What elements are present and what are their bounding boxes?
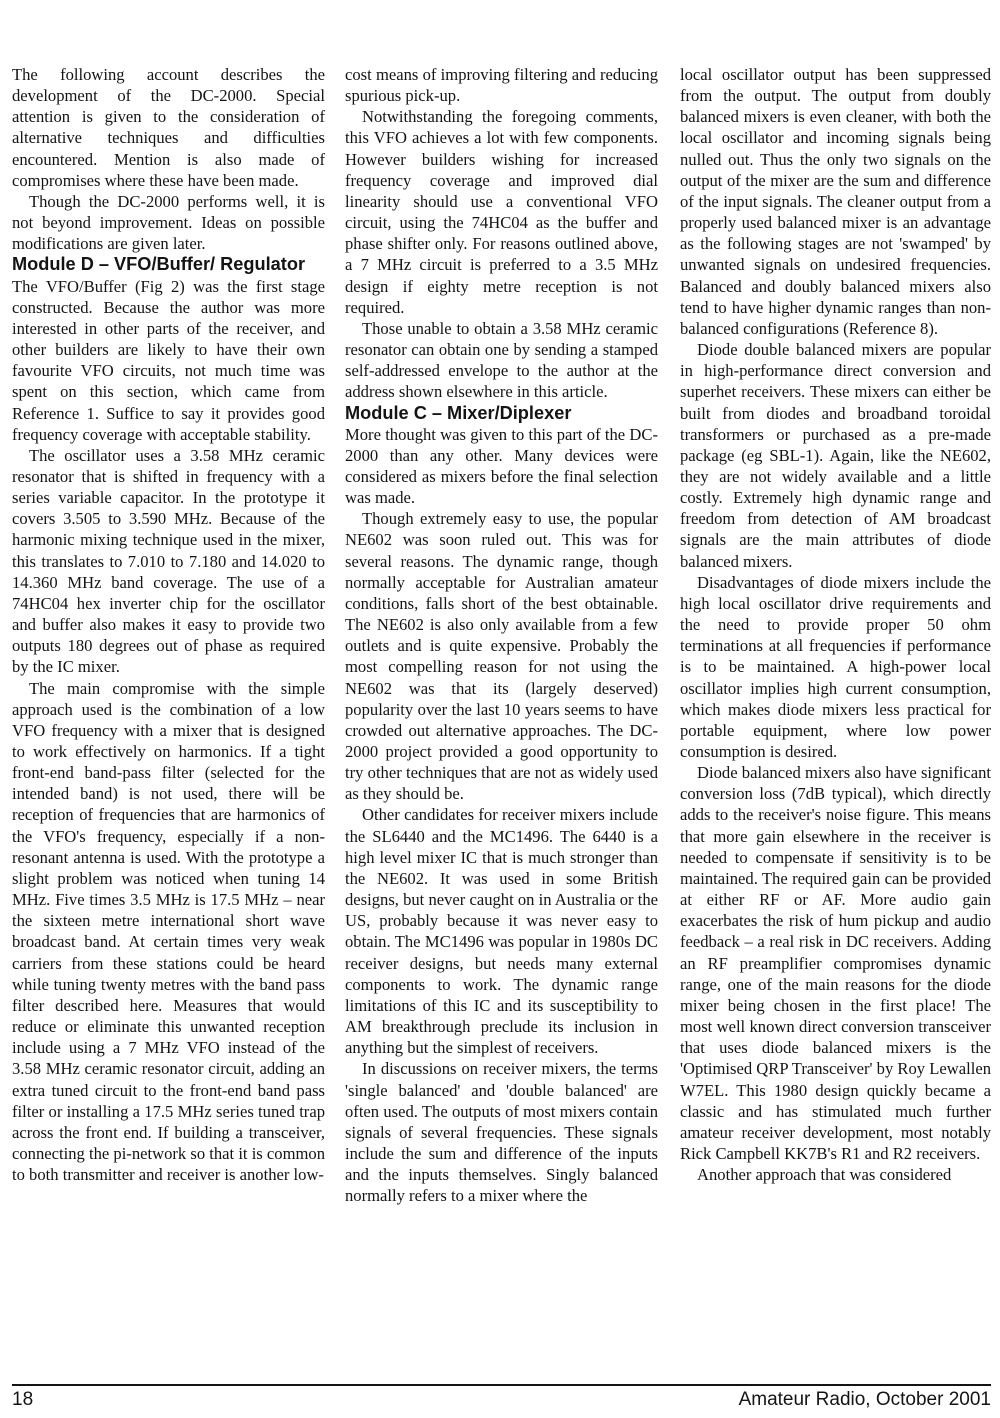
text-column-3 — [680, 64, 991, 1185]
text-column-1 — [12, 64, 325, 1185]
paragraph: The following account describes the development of the DC-2000. Special attention is given to the consideration of alternative techniques and difficulties encountered. Mention is also made of compromises where these have been made. — [12, 65, 325, 190]
paragraph: Those unable to obtain a 3.58 MHz ceramic resonator can obtain one by sending a stamped self-addressed envelope to the author at the address shown elsewhere in this article. — [345, 318, 658, 402]
paragraph: Notwithstanding the foregoing comments, this VFO achieves a lot with few components. However builders wishing for increased frequency coverage and improved dial linearity should use a conventional VFO circuit, using the 74HC04 as the buffer and phase shifter only. For reasons outlined above, a 7 MHz circuit is preferred to a 3.5 MHz design if eighty metre reception is not required. — [345, 107, 658, 317]
paragraph: The main compromise with the simple approach used is the combination of a low VFO frequency with a mixer that is designed to work effectively on harmonics. If a tight front-end band-pass filter (selected for the intended band) is not used, there will be reception of frequencies that are harmonics of the VFO's frequency, especially if a non-resonant antenna is used. With the prototype a slight problem was noticed when tuning 14 MHz. Five times 3.5 MHz is 17.5 MHz – near the sixteen metre international short wave broadcast band. At certain times very weak carriers from these stations could be heard while tuning twenty metres with the band pass filter described here. Measures that would reduce or eliminate this unwanted reception include using a 7 MHz VFO instead of the 3.58 MHz ceramic resonator circuit, adding an extra tuned circuit to the front-end band pass filter or installing a 17.5 MHz series tuned trap across the front end. If building a transceiver, connecting the pi-network so that it is common to both transmitter and receiver is another low- — [12, 678, 325, 1185]
paragraph: Another approach that was considered — [697, 1165, 952, 1185]
paragraph: Diode double balanced mixers are popular in high-performance direct conversion and superhet receivers. These mixers can either be built from diodes and broadband toroidal transformers or purchased as a pre-made package (eg SBL-1). Again, like the NE602, they are not widely available and a little costly. Extremely high dynamic range and freedom from detection of AM broadcast signals are the main attributes of diode balanced mixers. — [680, 340, 991, 571]
paragraph: Though the DC-2000 performs well, it is not beyond improvement. Ideas on possible modifications are given later. — [12, 191, 325, 254]
paragraph: Other candidates for receiver mixers include the SL6440 and the MC1496. The 6440 is a high level mixer IC that is much stronger than the NE602. It was used in some British designs, but never caught on in Australia or the US, probably because it was never easy to obtain. The MC1496 was popular in 1980s DC receiver designs, but needs many external components to work. The dynamic range limitations of this IC and its susceptibility to AM breakthrough preclude its inclusion in anything but the simplest of receivers. — [345, 805, 658, 1058]
text-column-2 — [345, 64, 658, 1206]
section-heading: Module D – VFO/Buffer/ Regulator — [12, 254, 306, 275]
paragraph: Though extremely easy to use, the popular NE602 was soon ruled out. This was for several reasons. The dynamic range, though normally acceptable for Australian amateur conditions, falls short of the best obtainable. The NE602 is also only available from a few outlets and is quite expensive. Probably the most compelling reason for not using the NE602 was that its (largely deserved) popularity over the last 10 years seems to have crowded out alternative approaches. The DC-2000 project provided a good opportunity to try other techniques that are not as widely used as they should be. — [345, 509, 658, 804]
paragraph: Disadvantages of diode mixers include the high local oscillator drive requirements and the need to provide proper 50 ohm terminations at all frequencies if performance is to be maintained. A high-power local oscillator implies high current consumption, which makes diode mixers less practical for portable equipment, where low power consumption is desired. — [680, 572, 991, 761]
paragraph: local oscillator output has been suppressed from the output. The output from doubly balanced mixers is even cleaner, with both the local oscillator and incoming signals being nulled out. Thus the only two signals on the output of the mixer are the sum and difference of the input signals. The cleaner output from a properly used balanced mixer is an advantage as the following stages are not 'swamped' by unwanted signals on undesired frequencies. Balanced and doubly balanced mixers also tend to have higher dynamic ranges than non-balanced configurations (Reference 8). — [680, 65, 991, 338]
paragraph: The oscillator uses a 3.58 MHz ceramic resonator that is shifted in frequency with a series variable capacitor. In the prototype it covers 3.505 to 3.590 MHz. Because of the harmonic mixing technique used in the mixer, this translates to 7.010 to 7.180 and 14.020 to 14.360 MHz band coverage. The use of a 74HC04 hex inverter chip for the oscillator and buffer also makes it easy to provide two outputs 180 degrees out of phase as required by the IC mixer. — [12, 445, 325, 677]
publication-footer: Amateur Radio, October 2001 — [738, 1389, 991, 1410]
paragraph: In discussions on receiver mixers, the terms 'single balanced' and 'double balanced' are often used. The outputs of most mixers contain signals of several frequencies. These signals include the sum and difference of the inputs and the inputs themselves. Singly balanced normally refers to a mixer where the — [345, 1059, 658, 1206]
paragraph: The VFO/Buffer (Fig 2) was the first stage constructed. Because the author was more interested in other parts of the receiver, and other builders are likely to have their own favourite VFO circuits, not much time was spent on this section, which came from Reference 1. Suffice to say it provides good frequency coverage with acceptable stability. — [12, 276, 325, 444]
paragraph: cost means of improving filtering and reducing spurious pick-up. — [345, 65, 658, 106]
paragraph: More thought was given to this part of the DC-2000 than any other. Many devices were considered as mixers before the final selection was made. — [345, 424, 658, 508]
paragraph: Diode balanced mixers also have significant conversion loss (7dB typical), which directly adds to the receiver's noise figure. This means that more gain elsewhere in the receiver is needed to compensate if sensitivity is to be maintained. The required gain can be provided at either RF or AF. More audio gain exacerbates the risk of hum pickup and audio feedback – a real risk in DC receivers. Adding an RF preamplifier compromises dynamic range, one of the main reasons for the diode mixer being chosen in the first place! The most well known direct conversion transceiver that uses diode balanced mixers is the 'Optimised QRP Transceiver' by Roy Lewallen W7EL. This 1980 design quickly became a classic and has stimulated much further amateur receiver development, most notably Rick Campbell KK7B's R1 and R2 receivers. — [680, 763, 991, 1163]
page-number: 18 — [12, 1389, 34, 1410]
section-heading: Module C – Mixer/Diplexer — [345, 402, 572, 423]
footer-rule — [12, 1384, 991, 1386]
